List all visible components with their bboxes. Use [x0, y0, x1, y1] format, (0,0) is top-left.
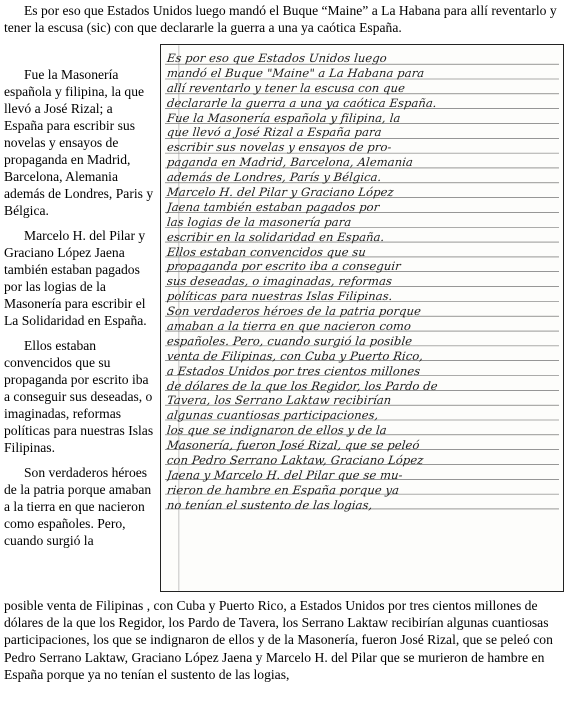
manuscript-line: escribir en la solidaridad en España.	[166, 229, 386, 244]
manuscript-lines	[167, 51, 559, 513]
paragraph-heroes: Son verdaderos héroes de la patria porque amaban a la tierra en que nacieron como españoles. Pero, cuando surgió la	[4, 465, 152, 548]
manuscript-line: Fue la Masonería española y filipina, la	[166, 110, 402, 125]
paragraph-masoneria: Fue la Masonería española y filipina, la que llevó a José Rizal; a España para escribir sus novelas y ensayos de propaganda en Madrid, Barcelona, Alemania además de Londres, Paris y Bélgica.	[4, 67, 154, 218]
manuscript-line: políticas para nuestras Islas Filipinas.	[166, 289, 394, 304]
manuscript-line: Masonería, fueron José Rizal, que se peleó	[166, 438, 421, 453]
manuscript-line: las logias de la masonería para	[166, 214, 353, 229]
manuscript-line: algunas cuantiosas participaciones,	[166, 408, 380, 423]
manuscript-line: Marcelo H. del Pilar y Graciano López	[166, 185, 395, 200]
manuscript-line: allí reventarlo y tener la escusa con que	[166, 80, 406, 95]
manuscript-line: con Pedro Serrano Laktaw, Graciano López	[166, 453, 425, 468]
paragraph-marcelo: Marcelo H. del Pilar y Graciano López Jaena también estaban pagados por las logias de la Masonería para escribir el La Solidaridad en España.	[4, 228, 147, 328]
manuscript-line: no tenían el sustento de las logias,	[166, 497, 374, 512]
manuscript-line: declararle la guerra a una ya caótica España.	[166, 95, 438, 110]
manuscript-line: Jaena y Marcelo H. del Pilar que se mu-	[166, 467, 404, 482]
manuscript-line: además de Londres, París y Bélgica.	[166, 170, 383, 185]
paragraph-ellos: Ellos estaban convencidos que su propaganda por escrito iba a conseguir sus deseadas, o imaginadas, reformas políticas para nuestras Islas Filipinas.	[4, 338, 154, 455]
intro-paragraph: Es por eso que Estados Unidos luego mandó el Buque “Maine” a La Habana para allí reventarlo y tener la escusa (sic) con que declararle la guerra a una ya caótica España.	[4, 3, 557, 35]
left-column-text	[4, 66, 154, 557]
manuscript-line: Jaena también estaban pagados por	[166, 199, 381, 214]
manuscript-line: amaban a la tierra en que nacieron como	[166, 319, 412, 334]
manuscript-line: sus deseadas, o imaginadas, reformas	[166, 274, 393, 289]
manuscript-line: a Estados Unidos por tres cientos millones	[166, 363, 422, 378]
manuscript-line: mandó el Buque "Maine" a La Habana para	[166, 65, 426, 80]
manuscript-line: de dólares de la que los Regidor, los Pardo de	[166, 378, 439, 393]
manuscript-line: Es por eso que Estados Unidos luego	[166, 51, 388, 65]
manuscript-line: españoles. Pero, cuando surgió la posible	[166, 333, 413, 348]
bottom-paragraph: posible venta de Filipinas , con Cuba y Puerto Rico, a Estados Unidos por tres cientos millones de dólares de la que los Regidor, los Pardo de Tavera, los Serrano Laktaw recibirían algunas cuantiosas participaciones, los que se indignaron de ellos y de la Masonería, fueron José Rizal, que se peleó con Pedro Serrano Laktaw, Graciano López Jaena y Marcelo H. del Pilar que se murieron de hambre en España porque ya no tenían el sustento de las logias,	[4, 598, 553, 682]
manuscript-line: venta de Filipinas, con Cuba y Puerto Rico,	[166, 348, 424, 363]
manuscript-line: Son verdaderos héroes de la patria porque	[166, 304, 422, 319]
manuscript-line: los que se indignaron de ellos y de la	[166, 423, 388, 438]
manuscript-line: propaganda por escrito iba a conseguir	[166, 259, 402, 274]
manuscript-line: que llevó a José Rizal a España para	[166, 125, 383, 140]
manuscript-line: rieron de hambre en España porque ya	[166, 482, 400, 497]
manuscript-line: Ellos estaban convencidos que su	[166, 244, 367, 259]
manuscript-line: paganda en Madrid, Barcelona, Alemania	[166, 155, 414, 170]
handwritten-manuscript-image	[160, 44, 564, 592]
manuscript-line: escribir sus novelas y ensayos de pro-	[166, 140, 393, 155]
manuscript-line: Tavera, los Serrano Laktaw recibirían	[166, 393, 393, 408]
